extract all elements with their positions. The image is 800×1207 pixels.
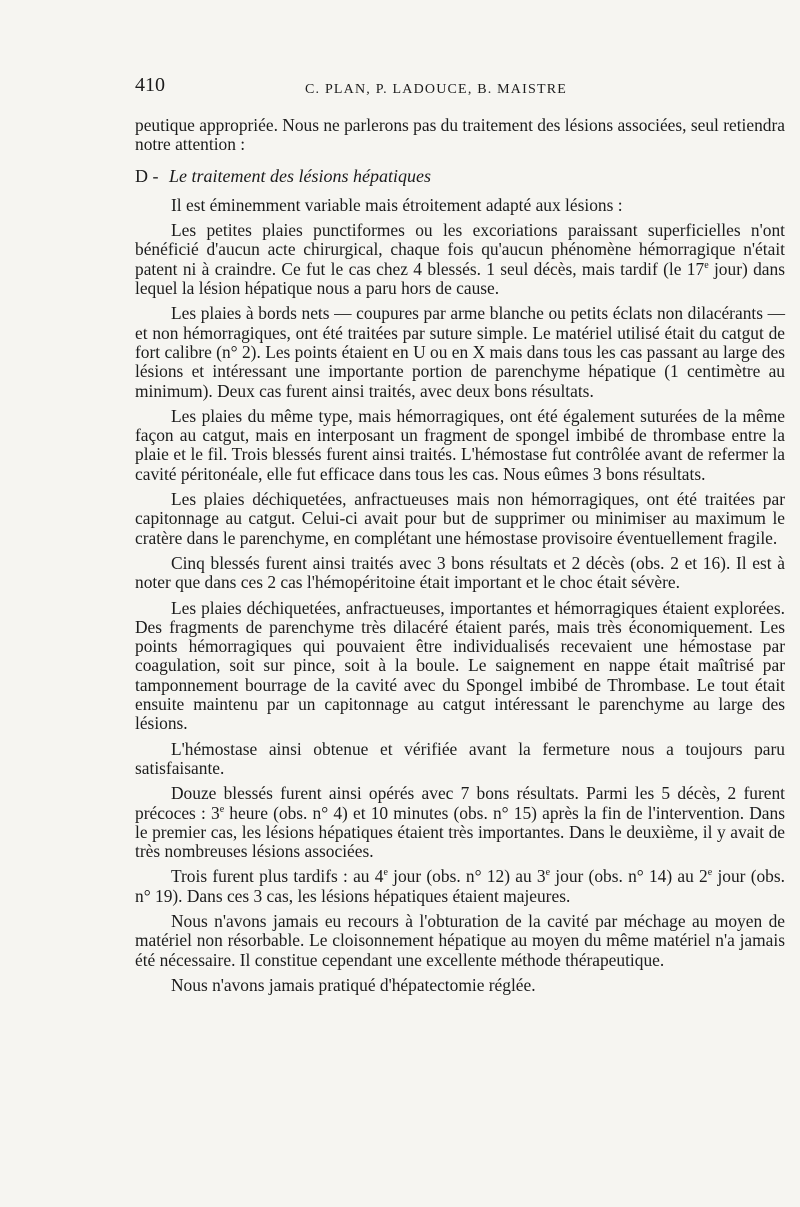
superscript: e xyxy=(545,867,551,879)
superscript: e xyxy=(707,867,713,879)
page-number: 410 xyxy=(135,74,165,96)
paragraph-text: heure (obs. n° 4) et 10 minutes (obs. n° 15) après la fin de l'intervention. Dans le premier cas, les lésions hépatiques étaient très importantes. Dans le deuxième, il y avait de très nombreuses lésions associées. xyxy=(135,802,785,862)
superscript: e xyxy=(383,867,388,879)
paragraph: Les plaies déchiquetées, anfractueuses, importantes et hémorragiques étaient explorées. Des fragments de parenchyme très dilacéré étaient parés, mais très économiquement. Les points hémorragiques qui pouvaient être individualisés recevaient une hémostase par coagulation, soit sur pince, soit à la boule. Le saignement en nappe était maîtrisé par tamponnement bourrage de la cavité avec du Spongel imbibé de Thrombase. Le tout était ensuite maintenu par un capitonnage au catgut intéressant le parenchyme au large des lésions. xyxy=(135,597,785,734)
section-heading xyxy=(135,167,785,186)
intro-paragraph: peutique appropriée. Nous ne parlerons pas du traitement des lésions associées, seul retiendra notre attention : xyxy=(135,115,786,155)
running-head-authors: C. PLAN, P. LADOUCE, B. MAISTRE xyxy=(305,82,567,97)
superscript: e xyxy=(219,803,225,815)
paragraph: L'hémostase ainsi obtenue et vérifiée avant la fermeture nous a toujours paru satisfaisante. xyxy=(135,738,785,778)
paragraph-text: jour (obs. n° 14) au 2 xyxy=(550,866,708,887)
paragraph xyxy=(135,867,785,906)
paragraph: Les plaies déchiquetées, anfractueuses mais non hémorragiques, ont été traitées par capitonnage au catgut. Celui-ci avait pour but de supprimer ou minimiser au maximum le cratère dans le parenchyme, en complétant une hémostase provisoire éventuellement fragile. xyxy=(135,489,785,548)
superscript: e xyxy=(704,259,709,271)
page-header xyxy=(135,74,785,104)
paragraph-text: Douze blessés furent ainsi opérés avec 7 bons résultats. Parmi les 5 décès, 2 furent précoces : 3 xyxy=(135,783,785,823)
paragraph-text: Trois furent plus tardifs : au 4 xyxy=(171,866,384,887)
section-label: D - xyxy=(135,165,159,186)
paragraph: Nous n'avons jamais pratiqué d'hépatectomie réglée. xyxy=(171,974,536,995)
paragraph-text: jour (obs. n° 19). Dans ces 3 cas, les lésions hépatiques étaient majeures. xyxy=(135,866,785,906)
paragraph xyxy=(135,221,785,298)
paragraph: Les plaies à bords nets — coupures par arme blanche ou petits éclats non dilacérants — et non hémorragiques, ont été traitées par suture simple. Le matériel utilisé était du catgut de fort calibre (n° 2). Les points étaient en U ou en X mais dans tous les cas passant au large des lésions et intéressant une importante portion de parenchyme hépatique (1 centimètre au minimum). Deux cas furent ainsi traités, avec deux bons résultats. xyxy=(135,303,785,401)
paragraph: Les plaies du même type, mais hémorragiques, ont été également suturées de la même façon au catgut, mais en interposant un fragment de spongel imbibé de thrombase entre la plaie et le fil. Trois blessés furent ainsi traités. L'hémostase fut contrôlée avant de refermer la cavité péritonéale, elle fut efficace dans tous les cas. Nous eûmes 3 bons résultats. xyxy=(135,405,785,484)
body-text xyxy=(135,116,785,995)
paragraph-text: jour (obs. n° 12) au 3 xyxy=(387,866,546,887)
paragraph xyxy=(135,784,785,861)
paragraph: Il est éminemment variable mais étroitement adapté aux lésions : xyxy=(171,194,623,215)
section-title: Le traitement des lésions hépatiques xyxy=(169,165,431,186)
paragraph: Cinq blessés furent ainsi traités avec 3 bons résultats et 2 décès (obs. 2 et 16). Il est à noter que dans ces 2 cas l'hémopéritoine était important et le choc était sévère. xyxy=(135,552,785,593)
paragraph-text: jour) dans lequel la lésion hépatique nous a paru hors de cause. xyxy=(135,258,785,299)
paragraph-text: Les petites plaies punctiformes ou les excoriations paraissant superficielles n'ont bénéficié d'aucun acte chirurgical, chaque fois qu'aucun phénomène hémorragique n'était patent ni à craindre. Ce fut le cas chez 4 blessés. 1 seul décès, mais tardif (le 17 xyxy=(135,220,785,279)
paragraph: Nous n'avons jamais eu recours à l'obturation de la cavité par méchage au moyen de matériel non résorbable. Le cloisonnement hépatique au moyen du même matériel n'a jamais été nécessaire. Il constitue cependant une excellente méthode thérapeutique. xyxy=(135,910,785,970)
